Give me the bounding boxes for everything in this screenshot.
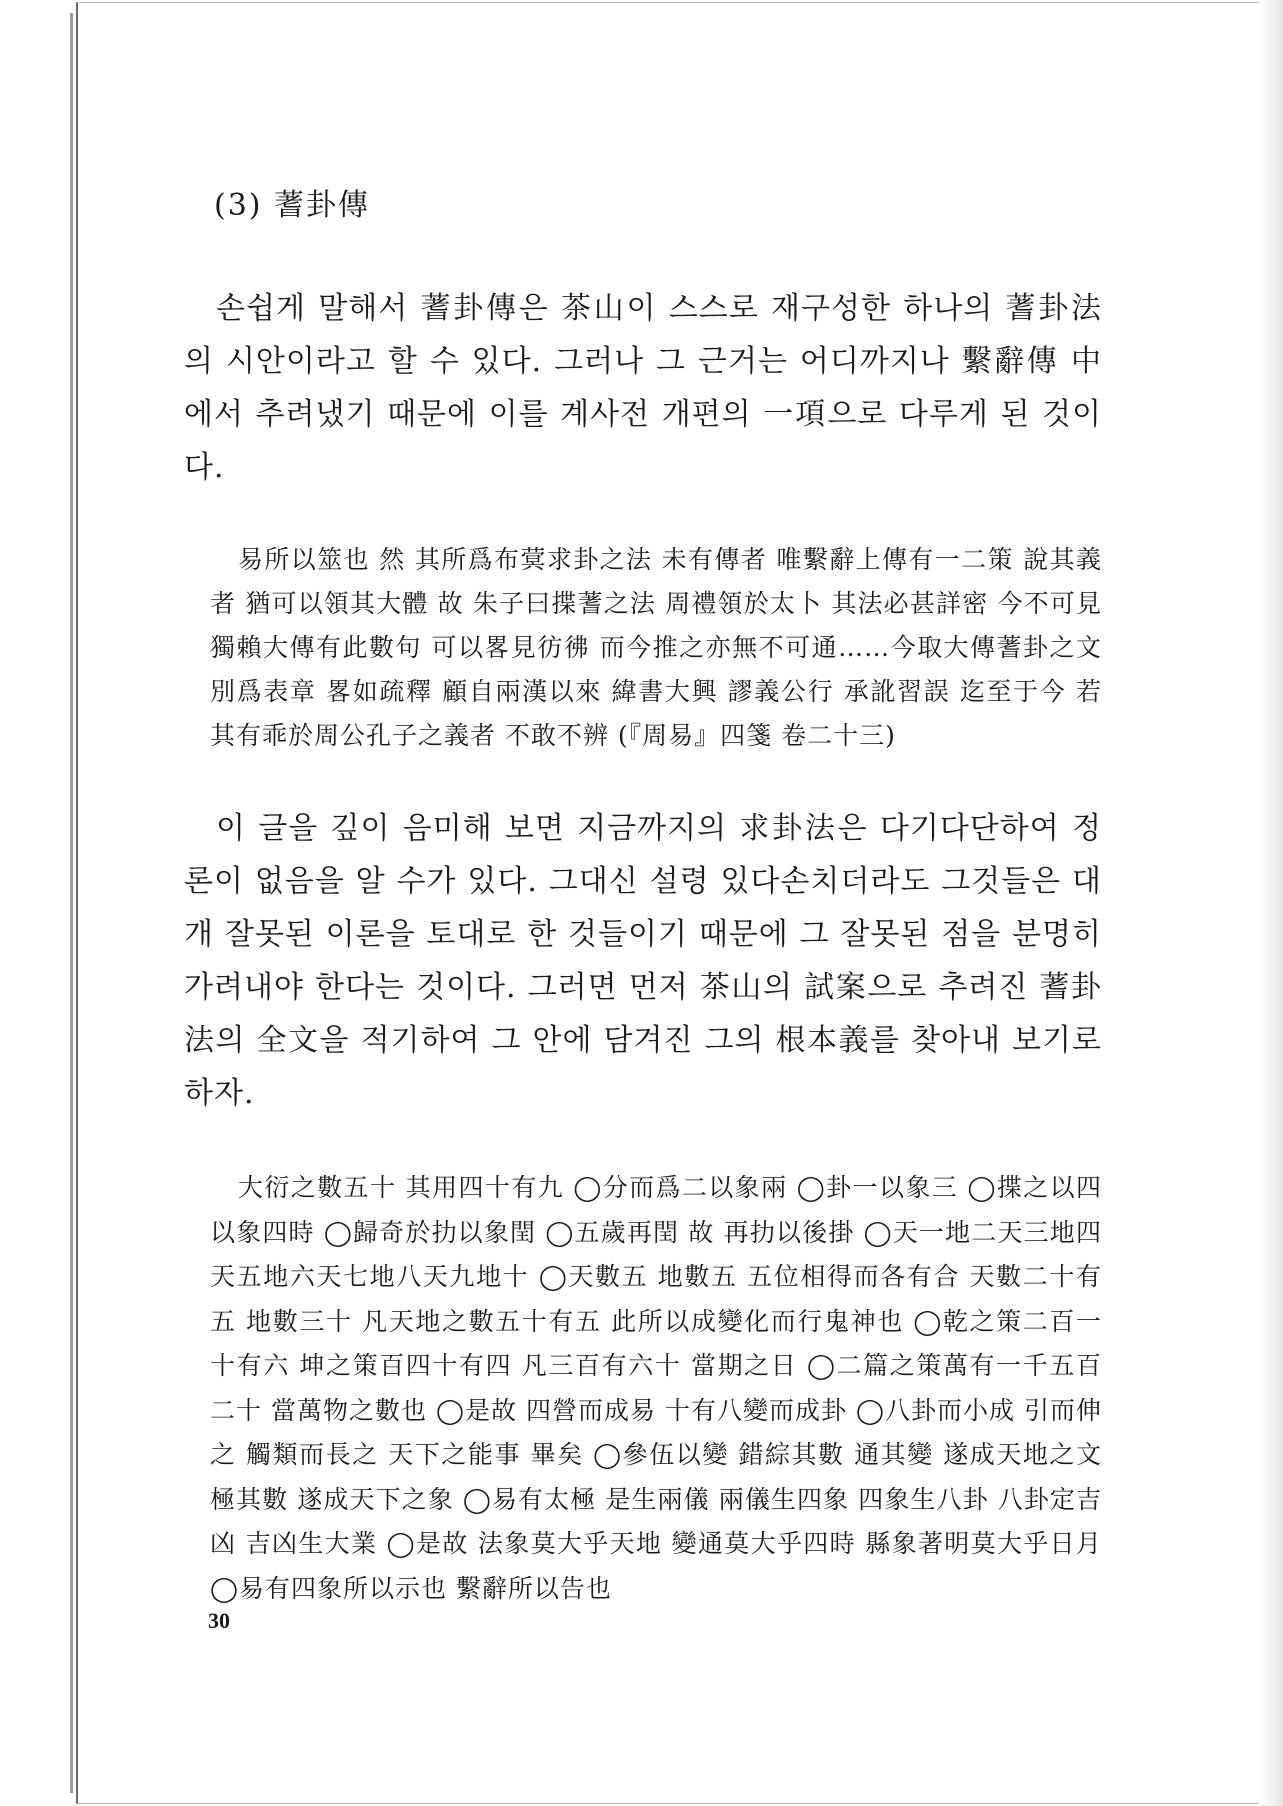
page-edge-shadow bbox=[1259, 0, 1283, 1806]
page-content bbox=[184, 180, 1102, 1655]
page-number: 30 bbox=[208, 1608, 230, 1633]
block-quote-text: 大衍之數五十 其用四十有九 ◯分而爲二以象兩 ◯卦一以象三 ◯揲之以四以象四時 ◯歸奇於扐以象閏 ◯五歲再閏 故 再扐以後掛 ◯天一地二天三地四天五地六天七地八天九地十 ◯天數五 地數五 五位相得而各有合 天數二十有五 地數三十 凡天地之數五十有五 此所以成變化而行鬼神也 ◯乾之策二百一十有六 坤之策百四十有四 凡三百有六十 當期之日 ◯二篇之策萬有一千五百二十 當萬物之數也 ◯是故 四營而成易 十有八變而成卦 ◯八卦而小成 引而伸之 觸類而長之 天下之能事 畢矣 ◯參伍以變 錯綜其數 通其變 遂成天地之文 極其數 遂成天下之象 ◯易有太極 是生兩儀 兩儀生四象 四象生八卦 八卦定吉凶 吉凶生大業 ◯是故 法象莫大乎天地 變通莫大乎四時 縣象著明莫大乎日月 ◯易有四象所以示也 繫辭所以告也 bbox=[210, 1173, 1102, 1603]
block-quote-preface: 易所以筮也 然 其所爲布蓂求卦之法 未有傳者 唯繫辭上傳有一二策 說其義者 猶可以領其大體 故 朱子曰揲蓍之法 周禮領於太卜 其法必甚詳密 今不可見 獨賴大傳有此數句 可以畧見彷彿 而今推之亦無不可通……今取大傳蓍卦之文 別爲表章 畧如疏釋 顧自兩漢以來 緯書大興 謬義公行 承訛習誤 迄至于今 若其有乖於周公孔子之義者 不敢不辨 (『周易』四箋 卷二十三) bbox=[210, 545, 1102, 750]
paragraph-analysis: 이 글을 깊이 음미해 보면 지금까지의 求卦法은 다기다단하여 정론이 없음을 알 수가 있다. 그대신 설령 있다손치더라도 그것들은 대개 잘못된 이론을 토대로 한 것들이기 때문에 그 잘못된 점을 분명히 가려내야 한다는 것이다. 그러면 먼저 茶山의 試案으로 추려진 蓍卦法의 全文을 적기하여 그 안에 담겨진 그의 根本義를 찾아내 보기로 하자. bbox=[184, 811, 1103, 1111]
section-heading: (3) 蓍卦傳 bbox=[214, 188, 371, 223]
paragraph-intro: 손쉽게 말해서 蓍卦傳은 茶山이 스스로 재구성한 하나의 蓍卦法의 시안이라고 할 수 있다. 그러나 그 근거는 어디까지나 繫辭傳 中에서 추려냈기 때문에 이를 계사전 개편의 一項으로 다루게 된 것이다. bbox=[184, 291, 1102, 485]
